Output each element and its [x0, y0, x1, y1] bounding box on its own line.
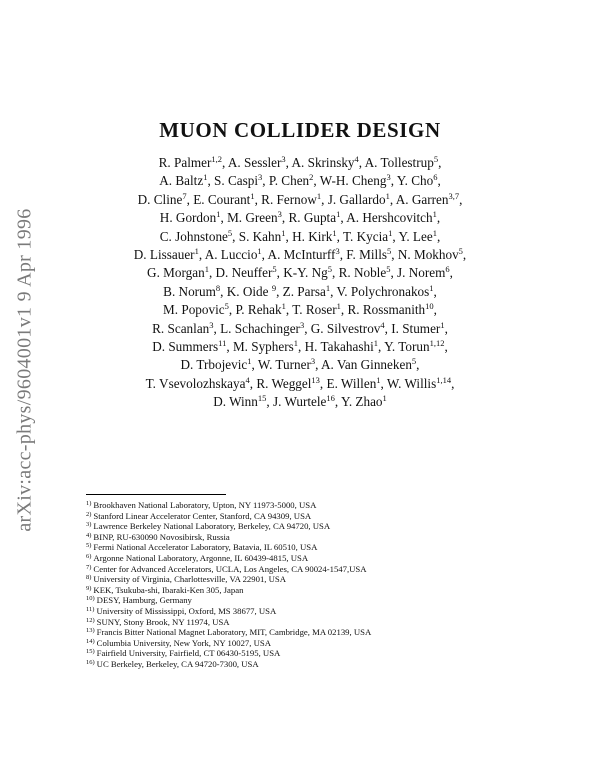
author-affiliation-mark: 1: [281, 301, 286, 312]
author-name: J. Gallardo: [327, 191, 386, 207]
author-affiliation-mark: 1: [203, 172, 208, 183]
author-affiliation-mark: 6: [433, 172, 438, 183]
author-name: T. Kycia: [342, 228, 389, 244]
affiliation-text: Stanford Linear Accelerator Center, Stanford, CA 94309, USA: [93, 510, 312, 521]
author-name: A. McInturff: [267, 247, 336, 263]
author-name: R. Fernow: [261, 191, 317, 207]
author: [346, 210, 437, 225]
affiliation-number: 8): [86, 574, 92, 582]
author-line: C. Johnstone$^5$, S. Kahn$^1$, H. Kirk$^1$, T. Kycia$^1$, Y. Lee$^1$,: [159, 227, 441, 244]
author-affiliation-mark: 1,2: [211, 154, 223, 164]
author-name: M. Syphers: [232, 339, 294, 355]
author-affiliation-mark: 1: [385, 190, 390, 201]
affiliation-text: Fairfield University, Fairfield, CT 06430-5195, USA: [96, 648, 281, 659]
affiliation-text: Columbia University, New York, NY 10027, USA: [96, 637, 271, 648]
affiliation-item: [86, 627, 566, 638]
author-name: Y. Zhao: [341, 394, 383, 410]
author-affiliation-mark: 1: [250, 190, 255, 201]
author-affiliation-mark: 1: [440, 319, 445, 330]
author: [311, 321, 385, 336]
footnote-rule: [86, 494, 226, 495]
author-affiliation-mark: 1: [429, 282, 434, 293]
author-line: D. Trbojevic$^1$, W. Turner$^3$, A. Van Ginneken$^5$,: [180, 356, 420, 373]
arxiv-identifier-text: arXiv:acc-phys/9604001v1 9 Apr 1996: [13, 208, 36, 532]
author: [292, 229, 337, 244]
affiliation-number: 2): [86, 510, 92, 518]
author-line: B. Norum$^8$, K. Oide $^9$, Z. Parsa$^1$, V. Polychronakos$^1$,: [163, 282, 437, 299]
author: [321, 357, 416, 372]
author: [273, 394, 335, 409]
author-affiliation-mark: 1: [281, 227, 286, 238]
author-name: Z. Parsa: [282, 283, 326, 299]
affiliation-number: 15): [86, 648, 95, 656]
author-affiliation-mark: 5: [411, 356, 417, 367]
author-name: R. Scanlan: [152, 320, 210, 336]
author: [214, 173, 262, 188]
author-line: D. Winn$^{15}$, J. Wurtele$^{16}$, Y. Zhao$^1$: [213, 393, 387, 410]
author-affiliation-mark: 6: [445, 264, 450, 275]
author-affiliation-mark: 1: [432, 227, 437, 238]
author: [269, 173, 314, 188]
paper-title: MUON COLLIDER DESIGN: [159, 118, 441, 142]
affiliation-number: 16): [86, 658, 95, 666]
author-affiliation-mark: 3: [386, 172, 391, 183]
affiliation-item: [86, 648, 566, 659]
author-affiliation-mark: 1: [257, 246, 262, 257]
author-affiliation-mark: 3: [299, 319, 305, 330]
author-name: T. Vsevolozhskaya: [145, 375, 246, 391]
author-affiliation-mark: 1,12: [429, 338, 445, 349]
author-name: K-Y. Ng: [283, 265, 328, 281]
author-line: G. Morgan$^1$, D. Neuffer$^5$, K-Y. Ng$^5$, R. Noble$^5$, J. Norem$^6$,: [147, 264, 453, 281]
author-affiliation-mark: 8: [215, 282, 221, 293]
author: [160, 210, 221, 225]
affiliation-number: 4): [86, 531, 92, 539]
author-affiliation-mark: 1: [376, 374, 381, 385]
affiliation-text: Lawrence Berkeley National Laboratory, Berkeley, CA 94720, USA: [93, 521, 331, 532]
author-affiliation-mark: 3,7: [448, 190, 460, 201]
author-name: N. Mokhov: [397, 247, 459, 263]
author-line: A. Baltz$^1$, S. Caspi$^3$, P. Chen$^2$, W-H. Cheng$^3$, Y. Cho$^6$,: [159, 172, 441, 189]
author-name: D. Trbojevic: [180, 357, 248, 373]
author: [227, 284, 276, 299]
author-name: A. Tollestrup: [364, 155, 434, 170]
author: [193, 192, 254, 207]
author-name: G. Morgan: [147, 265, 205, 281]
author-name: E. Courant: [193, 191, 251, 207]
author-name: W-H. Cheng: [319, 173, 387, 189]
author-affiliation-mark: 2: [309, 172, 314, 183]
author: [398, 247, 463, 262]
author: [387, 376, 451, 391]
author: [283, 284, 330, 299]
affiliation-text: Fermi National Accelerator Laboratory, Batavia, IL 60510, USA: [93, 542, 318, 553]
author-affiliation-mark: 5: [386, 264, 391, 275]
author-line: R. Palmer$^{1,2}$, A. Sessler$^3$, A. Skrinsky$^4$, A. Tollestrup$^5$,: [158, 154, 442, 170]
author: [159, 155, 222, 170]
author: [305, 339, 378, 354]
author: [346, 247, 391, 262]
author: [288, 210, 340, 225]
author-affiliation-mark: 1: [373, 338, 378, 349]
author-name: J. Norem: [397, 265, 446, 281]
author-name: S. Kahn: [238, 228, 282, 244]
affiliation-number: 13): [86, 627, 95, 635]
author: [341, 394, 387, 409]
author-name: C. Johnstone: [159, 228, 228, 244]
affiliation-text: UC Berkeley, Berkeley, CA 94720-7300, USA: [96, 658, 259, 669]
author: [283, 265, 332, 280]
author-affiliation-mark: 7: [182, 190, 187, 201]
author-affiliation-mark: 3: [209, 319, 214, 330]
author-name: D. Winn: [213, 394, 258, 410]
author-affiliation-mark: 4: [380, 319, 385, 330]
author-affiliation-mark: 3: [310, 356, 316, 367]
author-affiliation-mark: 5: [458, 246, 463, 257]
affiliation-text: KEK, Tsukuba-shi, Ibaraki-Ken 305, Japan: [93, 584, 244, 595]
author-affiliation-mark: 9: [271, 282, 277, 293]
author-name: A. Baltz: [159, 173, 204, 189]
author: [384, 339, 444, 354]
author-name: G. Silvestrov: [310, 320, 381, 336]
author-name: R. Gupta: [288, 210, 337, 226]
author-affiliation-mark: 1: [336, 209, 341, 220]
affiliation-number: 1): [86, 500, 92, 507]
author-name: A. Van Ginneken: [320, 357, 412, 373]
author: [327, 376, 381, 391]
author-affiliation-mark: 1: [216, 209, 221, 220]
author-name: K. Oide: [226, 283, 272, 299]
author-line: T. Vsevolozhskaya$^4$, R. Weggel$^{13}$, E. Willen$^1$, W. Willis$^{1,14}$,: [145, 374, 455, 391]
author-line: R. Scanlan$^3$, L. Schachinger$^3$, G. Silvestrov$^4$, I. Stumer$^1$,: [152, 319, 448, 336]
author-name: P. Chen: [268, 173, 310, 189]
affiliation-text: Brookhaven National Laboratory, Upton, NY 11973-5000, USA: [93, 500, 317, 510]
author-name: F. Mills: [346, 247, 388, 263]
affiliation-number: 11): [86, 605, 95, 613]
author-name: R. Weggel: [256, 375, 312, 391]
author-line: D. Lissauer$^1$, A. Luccio$^1$, A. McInturff$^3$, F. Mills$^5$, N. Mokhov$^5$,: [133, 246, 467, 263]
author: [336, 284, 433, 299]
author-affiliation-mark: 3: [277, 209, 282, 220]
affiliation-item: [86, 606, 566, 617]
affiliation-list: [86, 500, 566, 670]
affiliation-item: [86, 659, 566, 670]
author-name: T. Roser: [292, 302, 337, 318]
affiliation-item: [86, 542, 566, 553]
author: [391, 321, 444, 336]
author-name: W. Turner: [257, 357, 311, 373]
affiliation-text: SUNY, Stony Brook, NY 11974, USA: [96, 616, 230, 627]
author: [160, 229, 232, 244]
author-list: [0, 154, 600, 412]
author: [163, 284, 220, 299]
author-name: A. Hershcovitch: [346, 210, 433, 226]
affiliation-item: [86, 617, 566, 628]
author-name: A. Garren: [395, 191, 449, 207]
author-name: Y. Cho: [396, 173, 434, 189]
author-name: M. Popovic: [163, 302, 225, 318]
author-affiliation-mark: 5: [227, 227, 233, 238]
author: [258, 357, 315, 372]
affiliation-text: BINP, RU-630090 Novosibirsk, Russia: [93, 531, 230, 542]
author-affiliation-mark: 16: [326, 393, 335, 404]
author-name: D. Lissauer: [133, 247, 195, 263]
author-line: D. Summers$^{11}$, M. Syphers$^1$, H. Takahashi$^1$, Y. Torun$^{1,12}$,: [152, 338, 448, 355]
author-name: Y. Torun: [384, 339, 430, 355]
affiliation-number: 10): [86, 595, 95, 603]
author-name: H. Kirk: [292, 228, 333, 244]
author-name: L. Schachinger: [220, 320, 300, 336]
author-affiliation-mark: 1: [316, 190, 322, 201]
affiliation-text: Center for Advanced Accelerators, UCLA, Los Angeles, CA 90024-1547,USA: [93, 563, 367, 574]
author: [138, 192, 187, 207]
affiliation-number: 6): [86, 552, 92, 560]
author-affiliation-mark: 1: [293, 338, 298, 349]
affiliation-item: [86, 574, 566, 585]
author-name: R. Noble: [338, 265, 387, 281]
author-name: A. Skrinsky: [291, 155, 355, 170]
author-line: D. Cline$^7$, E. Courant$^1$, R. Fernow$^1$, J. Gallardo$^1$, A. Garren$^{3,7}$,: [137, 190, 463, 207]
author-affiliation-mark: 5: [272, 264, 277, 275]
author-affiliation-mark: 13: [311, 374, 320, 385]
author-name: S. Caspi: [214, 173, 258, 189]
author-name: A. Luccio: [204, 247, 258, 263]
author: [320, 173, 391, 188]
affiliation-item: [86, 500, 566, 511]
author-affiliation-mark: 4: [354, 154, 359, 164]
author: [347, 302, 433, 317]
author: [256, 376, 320, 391]
author-name: H. Gordon: [159, 210, 217, 226]
author: [397, 265, 450, 280]
author-affiliation-mark: 11: [218, 338, 227, 349]
author-name: D. Neuffer: [215, 265, 273, 281]
author-affiliation-mark: 1: [247, 356, 252, 367]
author-name: J. Wurtele: [272, 394, 327, 410]
author: [235, 302, 285, 317]
author-name: W. Willis: [386, 375, 437, 391]
author-affiliation-mark: 1,14: [436, 374, 452, 385]
author: [152, 321, 213, 336]
author-affiliation-mark: 4: [245, 374, 250, 385]
author: [268, 247, 340, 262]
author-affiliation-mark: 1: [194, 246, 199, 257]
author: [159, 173, 207, 188]
author: [163, 302, 229, 317]
affiliation-item: [86, 511, 566, 522]
author-affiliation-mark: 1: [432, 209, 437, 220]
author-affiliation-mark: 3: [281, 154, 286, 164]
author: [399, 229, 437, 244]
affiliation-text: University of Virginia, Charlottesville, VA 22901, USA: [93, 574, 287, 585]
author: [205, 247, 262, 262]
author-name: D. Summers: [152, 339, 219, 355]
author-name: R. Rossmanith: [347, 302, 426, 318]
author: [181, 357, 252, 372]
author-affiliation-mark: 3: [335, 246, 340, 257]
affiliation-item: [86, 564, 566, 575]
affiliation-number: 14): [86, 637, 95, 645]
affiliation-number: 5): [86, 542, 92, 550]
author-affiliation-mark: 1: [388, 227, 393, 238]
author-name: Y. Lee: [398, 228, 433, 244]
author-affiliation-mark: 1: [204, 264, 209, 275]
author-affiliation-mark: 5: [224, 301, 229, 312]
author: [239, 229, 286, 244]
author-name: B. Norum: [163, 283, 216, 299]
author-affiliation-mark: 15: [257, 393, 267, 404]
affiliation-text: Francis Bitter National Magnet Laboratory, MIT, Cambridge, MA 02139, USA: [96, 627, 372, 638]
author-name: P. Rehak: [235, 302, 282, 318]
author: [343, 229, 392, 244]
author-affiliation-mark: 3: [258, 172, 263, 183]
author-affiliation-mark: 1: [325, 282, 331, 293]
author: [292, 302, 341, 317]
author-affiliation-mark: 1: [336, 301, 341, 312]
author-name: R. Palmer: [158, 155, 212, 170]
affiliation-text: University of Mississippi, Oxford, MS 38677, USA: [96, 605, 277, 616]
author-name: E. Willen: [326, 375, 377, 391]
affiliation-item: [86, 553, 566, 564]
author-name: V. Polychronakos: [336, 283, 430, 299]
author-affiliation-mark: 1: [332, 227, 337, 238]
author: [397, 173, 438, 188]
author-name: A. Sessler: [227, 155, 282, 170]
affiliation-text: Argonne National Laboratory, Argonne, IL 60439-4815, USA: [93, 552, 309, 563]
author-name: I. Stumer: [391, 320, 441, 336]
author: [216, 265, 277, 280]
affiliation-number: 9): [86, 584, 92, 592]
author: [396, 192, 459, 207]
author: [365, 155, 438, 170]
author: [233, 339, 298, 354]
author-affiliation-mark: 10: [425, 301, 434, 312]
affiliation-item: [86, 638, 566, 649]
author: [134, 247, 199, 262]
author-name: M. Green: [227, 210, 278, 226]
affiliation-number: 7): [86, 563, 92, 571]
author: [228, 155, 286, 170]
affiliation-item: [86, 595, 566, 606]
affiliation-item: [86, 521, 566, 532]
author-affiliation-mark: 1: [382, 393, 387, 404]
author-name: H. Takahashi: [304, 339, 374, 355]
affiliation-number: 3): [86, 521, 92, 529]
author-affiliation-mark: 5: [387, 246, 392, 257]
author: [220, 321, 304, 336]
author: [328, 192, 390, 207]
author-affiliation-mark: 5: [327, 264, 332, 275]
author-line: M. Popovic$^5$, P. Rehak$^1$, T. Roser$^1$, R. Rossmanith$^{10}$,: [163, 301, 437, 318]
affiliation-text: DESY, Hamburg, Germany: [96, 595, 192, 606]
author-line: H. Gordon$^1$, M. Green$^3$, R. Gupta$^1$, A. Hershcovitch$^1$,: [159, 209, 441, 226]
author: [213, 394, 266, 409]
affiliation-item: [86, 532, 566, 543]
author: [227, 210, 282, 225]
author: [292, 155, 359, 170]
affiliation-item: [86, 585, 566, 596]
author-affiliation-mark: 5: [433, 154, 439, 164]
affiliation-number: 12): [86, 616, 95, 624]
author: [146, 376, 250, 391]
author: [339, 265, 391, 280]
author: [152, 339, 226, 354]
author: [261, 192, 321, 207]
author: [147, 265, 209, 280]
author-name: D. Cline: [137, 191, 183, 207]
